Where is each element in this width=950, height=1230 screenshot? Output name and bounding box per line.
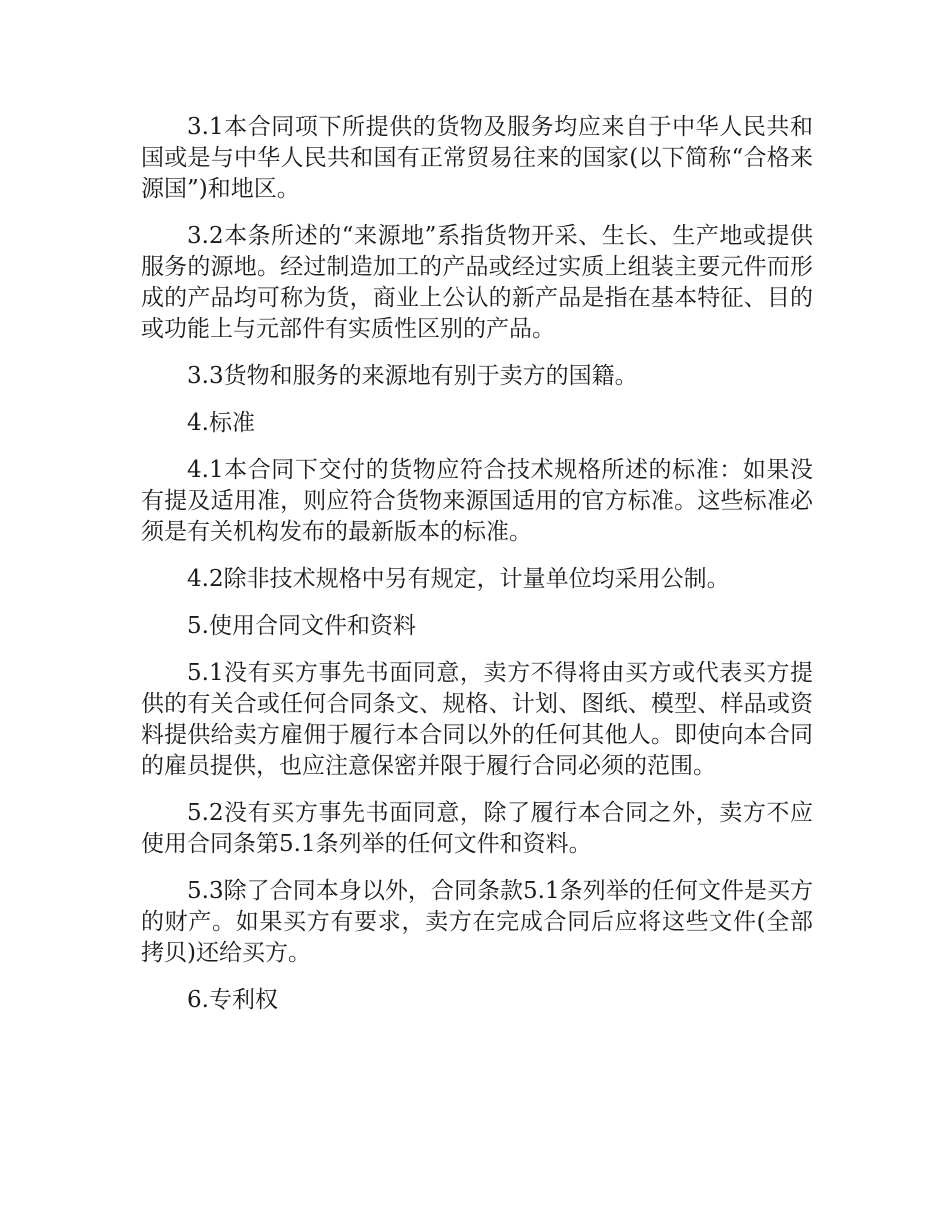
clause-5-3: 5.3除了合同本身以外，合同条款5.1条列举的任何文件是买方的财产。如果买方有要求，卖方在完成合同后应将这些文件(全部拷贝)还给买方。 — [141, 878, 813, 966]
clause-4-1: 4.1本合同下交付的货物应符合技术规格所述的标准：如果没有提及适用准，则应符合货物来源国适用的官方标准。这些标准必须是有关机构发布的最新版本的标准。 — [141, 457, 813, 545]
clause-3-3: 3.3货物和服务的来源地有别于卖方的国籍。 — [187, 363, 638, 389]
section-heading-4: 4.标准 — [187, 410, 255, 436]
section-heading-6: 6.专利权 — [187, 987, 278, 1013]
clause-3-1: 3.1本合同项下所提供的货物及服务均应来自于中华人民共和国或是与中华人民共和国有正常贸易往来的国家(以下简称“合格来源国”)和地区。 — [141, 114, 813, 202]
clause-4-2: 4.2除非技术规格中另有规定，计量单位均采用公制。 — [187, 566, 730, 592]
clause-5-2: 5.2没有买方事先书面同意，除了履行本合同之外，卖方不应使用合同条第5.1条列举的任何文件和资料。 — [141, 800, 813, 857]
section-heading-5: 5.使用合同文件和资料 — [187, 613, 416, 639]
clause-5-1: 5.1没有买方事先书面同意，卖方不得将由买方或代表买方提供的有关合或任何合同条文、规格、计划、图纸、模型、样品或资料提供给卖方雇佣于履行本合同以外的任何其他人。即使向本合同的雇员提供，也应注意保密并限于履行合同必须的范围。 — [141, 660, 813, 779]
clause-3-2: 3.2本条所述的“来源地”系指货物开采、生长、生产地或提供服务的源地。经过制造加工的产品或经过实质上组装主要元件而形成的产品均可称为货，商业上公认的新产品是指在基本特征、目的或功能上与元部件有实质性区别的产品。 — [141, 223, 813, 342]
document-page — [141, 112, 813, 1032]
